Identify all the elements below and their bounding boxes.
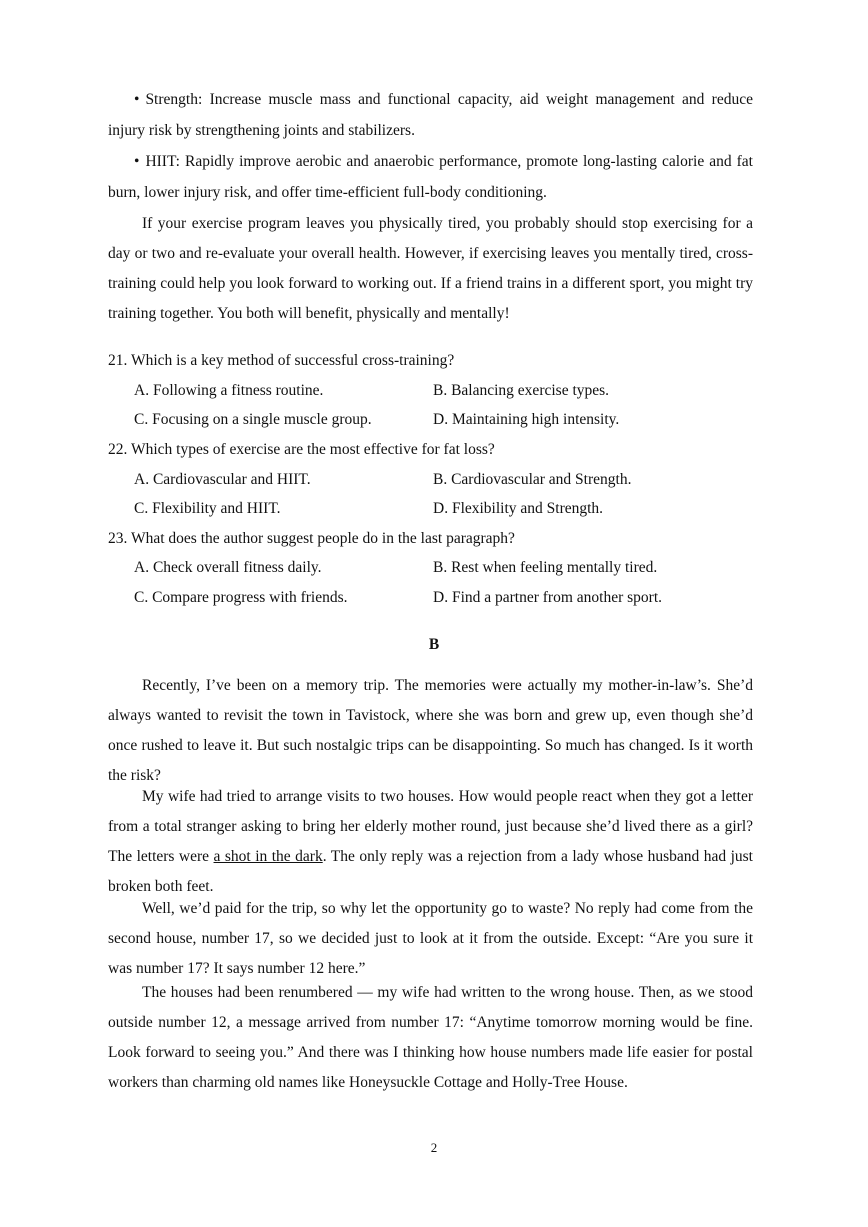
passage-b-paragraph-4: The houses had been renumbered — my wife had written to the wrong house. Then, as we stood outside number 12, a message arrived from number 17: “Anytime tomorrow morning would be fine. Look forward to seeing you.” And there was I thinking how house numbers made life easier for postal workers than charming old names like Honeysuckle Cottage and Holly-Tree House. bbox=[108, 984, 753, 1091]
passage-b-paragraph-3: Well, we’d paid for the trip, so why let the opportunity go to waste? No reply had come from the second house, number 17, so we decided just to look at it from the outside. Except: “Are you sure it was number 17? It says number 12 here.” bbox=[108, 900, 753, 977]
question-23-option-c: C. Compare progress with friends. bbox=[134, 589, 348, 606]
question-21-option-d: D. Maintaining high intensity. bbox=[433, 411, 620, 428]
bullet-dot: • bbox=[134, 153, 140, 170]
bullet-hiit bbox=[108, 147, 753, 208]
question-23-stem: 23. What does the author suggest people do in the last paragraph? bbox=[108, 530, 515, 547]
question-23-option-a: A. Check overall fitness daily. bbox=[134, 559, 322, 576]
section-heading: B bbox=[428, 636, 440, 653]
question-23-option-d: D. Find a partner from another sport. bbox=[433, 589, 662, 606]
bullet-text: Increase muscle mass and functional capacity, aid weight management and reduce injury risk by strengthening joints and stabilizers. bbox=[108, 91, 753, 139]
bullet-label: HIIT: bbox=[145, 153, 180, 170]
page-number: 2 bbox=[430, 1140, 438, 1155]
passage-b-paragraph-2 bbox=[108, 782, 753, 902]
bullet-label: Strength: bbox=[145, 91, 203, 108]
bullet-text: Rapidly improve aerobic and anaerobic performance, promote long-lasting calorie and fat burn, lower injury risk, and offer time-efficient full-body conditioning. bbox=[108, 153, 753, 201]
question-21-option-b: B. Balancing exercise types. bbox=[433, 382, 610, 399]
bullet-strength bbox=[108, 85, 753, 146]
question-22-option-c: C. Flexibility and HIIT. bbox=[134, 500, 281, 517]
question-22-option-b: B. Cardiovascular and Strength. bbox=[433, 471, 632, 488]
question-21-option-c: C. Focusing on a single muscle group. bbox=[134, 411, 372, 428]
question-23-option-b: B. Rest when feeling mentally tired. bbox=[433, 559, 658, 576]
question-22-option-a: A. Cardiovascular and HIIT. bbox=[134, 471, 311, 488]
closing-paragraph: If your exercise program leaves you physically tired, you probably should stop exercising for a day or two and re-evaluate your overall health. However, if exercising leaves you mentally tired, cross-training could help you look forward to working out. If a friend trains in a different sport, you might try training together. You both will benefit, physically and mentally! bbox=[108, 215, 753, 322]
bullet-dot: • bbox=[134, 91, 140, 108]
question-22-option-d: D. Flexibility and Strength. bbox=[433, 500, 604, 517]
paragraph-text: My wife had tried to arrange visits to two houses. How would people react when they got a letter from a total stranger asking to bring her elderly mother round, just because she’d lived there as a girl? The letters were bbox=[108, 788, 753, 865]
passage-b-paragraph-1: Recently, I’ve been on a memory trip. The memories were actually my mother-in-law’s. She’d always wanted to revisit the town in Tavistock, where she was born and grew up, even though she’d once rushed to leave it. But such nostalgic trips can be disappointing. So much has changed. Is it worth the risk? bbox=[108, 677, 753, 784]
question-21-stem: 21. Which is a key method of successful cross-training? bbox=[108, 352, 455, 369]
question-22-stem: 22. Which types of exercise are the most effective for fat loss? bbox=[108, 441, 495, 458]
underlined-phrase: a shot in the dark bbox=[213, 848, 323, 865]
paragraph-text: . The only reply was a rejection from a lady whose husband had just broken both feet. bbox=[108, 848, 753, 895]
question-21-option-a: A. Following a fitness routine. bbox=[134, 382, 324, 399]
